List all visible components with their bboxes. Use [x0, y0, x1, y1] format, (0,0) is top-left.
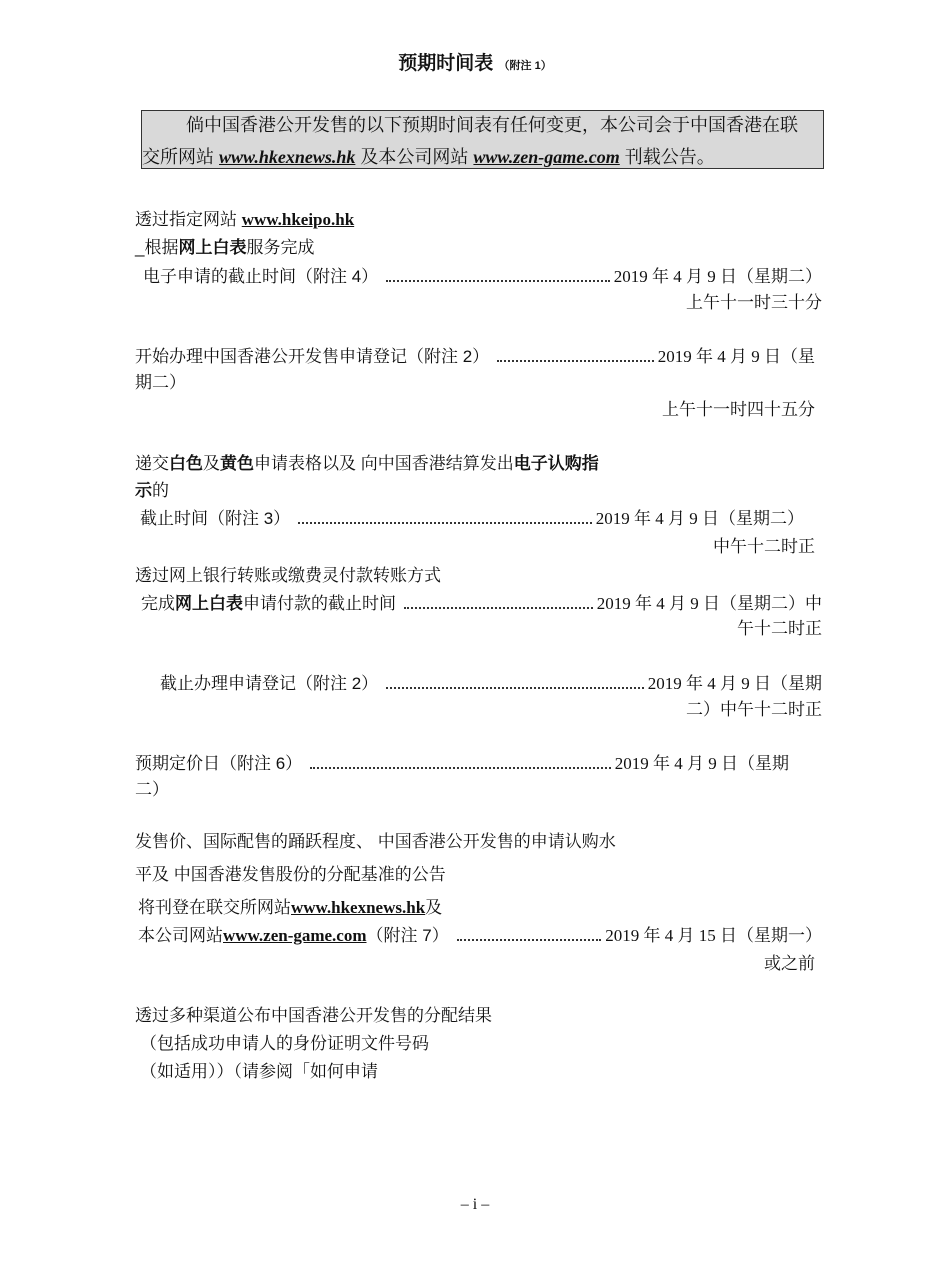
text-span: [141, 593, 396, 615]
page-number: – i –: [460, 1196, 490, 1213]
text-span: [138, 925, 449, 947]
hkexnews-link[interactable]: www.hkexnews.hk: [219, 147, 356, 167]
entry-text: [135, 480, 169, 502]
dot-leader: [497, 360, 654, 362]
text-span: 截止时间（附注 3）: [140, 509, 291, 528]
entry-time: 上午十一时三十分: [686, 293, 822, 312]
entry-text: 透过网上银行转账或缴费灵付款转账方式: [135, 566, 441, 585]
text-span: 申请付款的截止时间: [243, 594, 396, 613]
text-span: 的: [152, 481, 169, 500]
entry-text: 二）: [135, 780, 169, 799]
dot-leader: [404, 607, 593, 609]
dot-leader: [457, 939, 602, 941]
entry-text: [135, 209, 354, 231]
hkeipo-link[interactable]: www.hkeipo.hk: [241, 210, 355, 229]
entry-row: [160, 673, 822, 695]
entry-row: [141, 593, 822, 615]
text-span: 将刊登在联交所网站: [138, 898, 291, 917]
text-span: 申请表格以及 向中国香港结算发出: [254, 454, 514, 473]
text-span: 2019 年 4 月 9 日（星期: [614, 754, 789, 773]
text-span: （附注 7）: [366, 926, 449, 945]
text-span: 本公司网站: [138, 926, 223, 945]
entry-text: [135, 453, 599, 475]
entry-time: 上午十一时四十五分: [662, 400, 815, 419]
dot-leader: [386, 280, 610, 282]
text-span: 截止办理申请登记（附注 2）: [160, 674, 379, 693]
text-span: 2019 年 4 月 15 日（星期一）: [605, 926, 822, 945]
text-span: 透过指定网站: [135, 210, 237, 229]
page-title: [0, 48, 950, 75]
entry-time: 中午十二时正: [713, 537, 815, 556]
text-span: 及: [203, 454, 220, 473]
entry-text: 平及 中国香港发售股份的分配基准的公告: [135, 865, 446, 884]
text-span: 黄色: [220, 454, 254, 473]
text-span: 2019 年 4 月 9 日（星期二）中: [596, 594, 822, 613]
text-span: 完成: [141, 594, 175, 613]
text-span: 递交: [135, 454, 169, 473]
entry-text: （包括成功申请人的身份证明文件号码: [140, 1034, 429, 1053]
text-span: 刊载公告。: [624, 147, 715, 167]
text-span: 示: [135, 481, 152, 500]
entry-text: 发售价、国际配售的踊跃程度、 中国香港公开发售的申请认购水: [135, 832, 616, 851]
title-note: （附注 1）: [498, 60, 552, 72]
entry-text: [135, 237, 314, 259]
text-span: 2019 年 4 月 9 日（星期二）: [613, 267, 822, 286]
zen-game-link-2[interactable]: www.zen-game.com: [223, 926, 367, 945]
dot-leader: [310, 767, 611, 769]
entry-row: [135, 346, 815, 368]
dot-leader: [298, 522, 592, 524]
notice-line2: [142, 146, 715, 168]
hkexnews-link-2[interactable]: www.hkexnews.hk: [291, 898, 426, 917]
entry-row: [135, 753, 789, 775]
text-span: 及本公司网站: [360, 147, 469, 167]
entry-text: 透过多种渠道公布中国香港公开发售的分配结果: [135, 1006, 492, 1025]
text-span: 白色: [169, 454, 203, 473]
entry-time: 午十二时正: [737, 619, 822, 638]
text-span: 电子认购指: [513, 454, 599, 473]
text-span: 网上白表: [178, 238, 247, 257]
entry-text: （如适用））（请参阅「如何申请: [140, 1062, 378, 1081]
text-span: 开始办理中国香港公开发售申请登记（附注 2）: [135, 347, 490, 366]
entry-row: [140, 508, 804, 530]
text-span: 服务完成: [246, 238, 315, 257]
entry-text: [138, 897, 442, 919]
text-span: 交所网站: [142, 147, 214, 167]
entry-row: [143, 266, 822, 288]
dot-leader: [386, 687, 644, 689]
text-span: 及: [425, 898, 443, 917]
notice-line1: 倘中国香港公开发售的以下预期时间表有任何变更，本公司会于中国香港在联: [186, 115, 798, 135]
text-span: 2019 年 4 月 9 日（星期二）: [595, 509, 804, 528]
text-span: 预期时间表: [398, 53, 494, 74]
zen-game-link[interactable]: www.zen-game.com: [473, 147, 620, 167]
text-span: 2019 年 4 月 9 日（星: [657, 347, 815, 366]
text-span: _根据: [135, 238, 179, 257]
entry-time: 二）中午十二时正: [686, 700, 822, 719]
text-span: 预期定价日（附注 6）: [135, 754, 303, 773]
text-span: 2019 年 4 月 9 日（星期: [647, 674, 822, 693]
text-span: 电子申请的截止时间（附注 4）: [143, 267, 379, 286]
text-span: 网上白表: [175, 594, 243, 613]
entry-text: 期二）: [135, 373, 186, 392]
entry-row: [138, 925, 822, 947]
entry-time: 或之前: [764, 954, 815, 973]
